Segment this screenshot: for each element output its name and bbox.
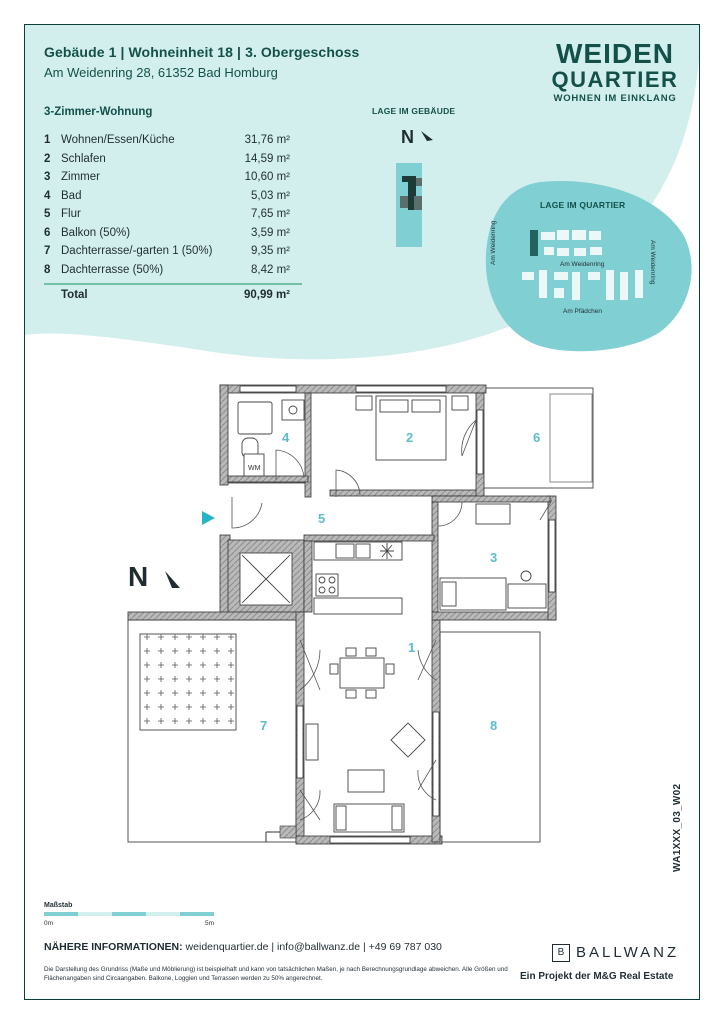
room-name: Bad bbox=[61, 189, 82, 202]
disclaimer: Die Darstellung des Grundriss (Maße und Möblierung) ist beispielhaft und kann von tatsächlichen Maßen, je nach Berechnungsgrundlage abweichen. Alle Größen und Flächenangaben sind Circaangaben. Balkone, Loggien und Terrassen werden zu 50% angerechnet. bbox=[44, 966, 508, 982]
room-area: 3,59 m² bbox=[251, 226, 290, 239]
room-label: 1 bbox=[408, 640, 416, 655]
room-number: 8 bbox=[44, 263, 51, 276]
list-item bbox=[44, 245, 298, 264]
room-name: Dachterrasse/-garten 1 (50%) bbox=[61, 245, 213, 257]
total-area: 90,99 m² bbox=[243, 289, 290, 301]
list-item bbox=[44, 134, 298, 153]
contact-info bbox=[44, 941, 442, 953]
room-area: 7,65 m² bbox=[251, 208, 290, 220]
room-label: 7 bbox=[260, 718, 268, 733]
room-area: 8,42 m² bbox=[251, 263, 290, 276]
room-label: 3 bbox=[490, 550, 498, 565]
logo-line-1: WEIDEN bbox=[556, 38, 674, 69]
room-list bbox=[44, 134, 298, 282]
room-number: 5 bbox=[44, 208, 51, 220]
room-number: 1 bbox=[44, 134, 51, 146]
room-area: 31,76 m² bbox=[244, 134, 290, 146]
list-item bbox=[44, 153, 298, 172]
room-number: 3 bbox=[44, 171, 51, 183]
info-label: NÄHERE INFORMATIONEN: bbox=[44, 941, 183, 953]
logo-line-2: QUARTIER bbox=[551, 67, 679, 92]
north-label-small: N bbox=[401, 127, 414, 147]
room-label: 6 bbox=[533, 430, 541, 445]
building-position-map bbox=[396, 163, 422, 247]
room-name: Dachterrasse (50%) bbox=[61, 263, 164, 276]
room-number: 2 bbox=[44, 152, 51, 165]
room-number: 6 bbox=[44, 226, 51, 239]
ballwanz-logo bbox=[552, 944, 679, 962]
room-label: 2 bbox=[406, 430, 414, 445]
list-item bbox=[44, 264, 298, 283]
total-label: Total bbox=[61, 289, 88, 301]
room-area: 5,03 m² bbox=[251, 189, 290, 202]
weiden-quartier-logo bbox=[540, 40, 690, 105]
svg-text:WM: WM bbox=[248, 465, 261, 472]
unit-type: 3-Zimmer-Wohnung bbox=[44, 106, 153, 118]
room-number: 4 bbox=[44, 189, 51, 202]
walls bbox=[128, 385, 556, 844]
room-name: Flur bbox=[61, 208, 81, 220]
divider bbox=[44, 283, 302, 285]
scale-min: 0m bbox=[44, 920, 54, 927]
room-name: Balkon (50%) bbox=[61, 226, 131, 239]
ballwanz-mark-icon: B bbox=[552, 944, 570, 962]
street-label: Am Weidenring bbox=[490, 220, 497, 265]
list-item bbox=[44, 190, 298, 209]
room-area: 14,59 m² bbox=[244, 152, 290, 165]
room-name: Schlafen bbox=[61, 152, 106, 165]
floor-plan bbox=[128, 385, 593, 844]
brand-name: BALLWANZ bbox=[576, 944, 680, 961]
room-area: 10,60 m² bbox=[244, 171, 290, 183]
room-number: 7 bbox=[44, 245, 51, 257]
room-name: Wohnen/Essen/Küche bbox=[61, 134, 175, 146]
address: Am Weidenring 28, 61352 Bad Homburg bbox=[44, 65, 278, 80]
street-label: Am Weidenring bbox=[649, 240, 656, 285]
list-item bbox=[44, 208, 298, 227]
room-area: 9,35 m² bbox=[251, 245, 290, 257]
project-credit: Ein Projekt der M&G Real Estate bbox=[520, 971, 674, 982]
quarter-location-label: LAGE IM QUARTIER bbox=[540, 200, 626, 210]
page-title: Gebäude 1 | Wohneinheit 18 | 3. Obergeschoss bbox=[44, 44, 360, 60]
building-location-label: LAGE IM GEBÄUDE bbox=[372, 106, 456, 116]
scale-title: Maßstab bbox=[44, 902, 73, 909]
plan-code: WA1XXX_03_W02 bbox=[672, 783, 683, 872]
street-label: Am Weidenring bbox=[560, 261, 605, 268]
list-item bbox=[44, 171, 298, 190]
list-item bbox=[44, 227, 298, 246]
scale-bar bbox=[44, 912, 214, 916]
room-label: 4 bbox=[282, 430, 290, 445]
room-label: 5 bbox=[318, 511, 326, 526]
entrance-marker bbox=[202, 511, 215, 525]
info-text: weidenquartier.de | info@ballwanz.de | +49 69 787 030 bbox=[182, 941, 442, 953]
north-label-large: N bbox=[128, 561, 149, 592]
room-name: Zimmer bbox=[61, 171, 100, 183]
logo-tagline: WOHNEN IM EINKLANG bbox=[553, 93, 677, 104]
street-label: Am Pfädchen bbox=[563, 308, 603, 315]
scale-max: 5m bbox=[205, 920, 215, 927]
room-label: 8 bbox=[490, 718, 498, 733]
north-arrow-big bbox=[165, 571, 180, 588]
